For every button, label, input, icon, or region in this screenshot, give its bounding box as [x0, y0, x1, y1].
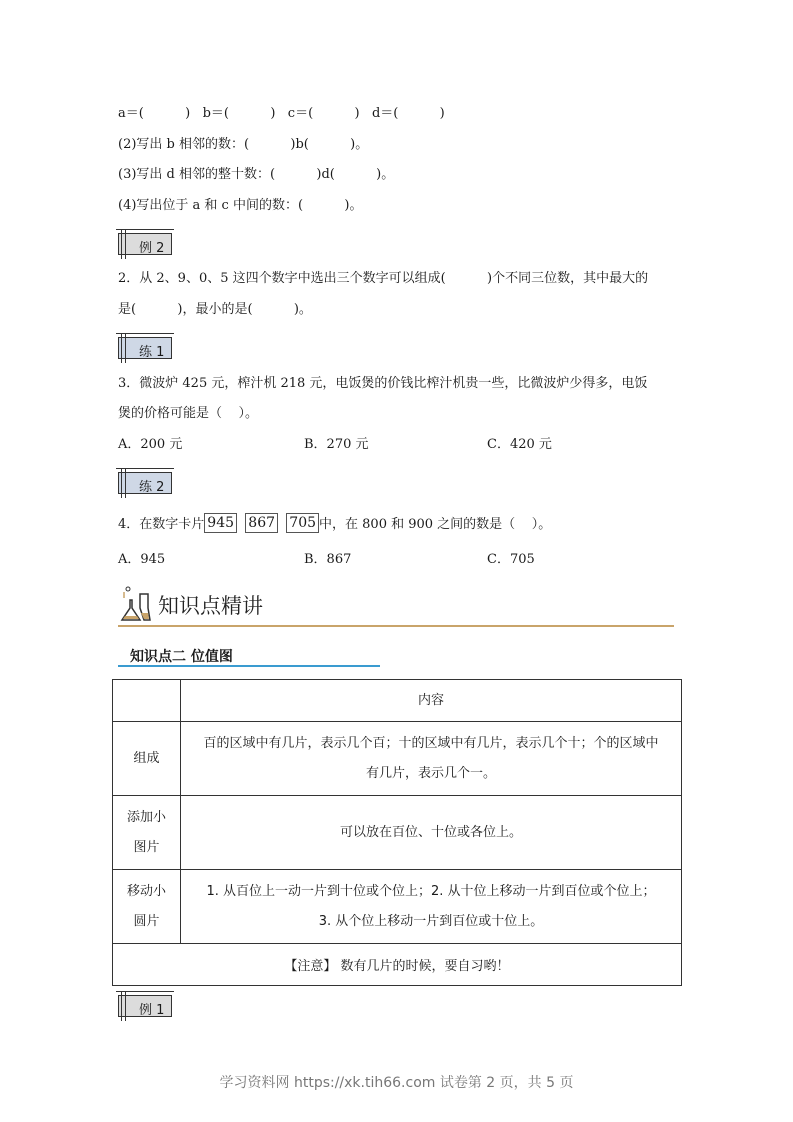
example-2-label: 例 2 [139, 241, 165, 256]
table-row [113, 944, 682, 986]
row-label [113, 870, 181, 944]
table-row [113, 870, 682, 944]
row-content-line: 3. 从个位上移动一片到百位或十位上。 [318, 913, 544, 929]
q4-option-b: B．867 [304, 552, 352, 567]
row-content [181, 722, 682, 796]
q3-option-b: B．270 元 [304, 437, 369, 452]
q1-sub4: (4)写出位于 a 和 c 中间的数：( )。 [118, 198, 363, 213]
q4-option-a: A．945 [118, 552, 166, 567]
q3-line2: 煲的价格可能是（ ）。 [118, 406, 259, 421]
row-content-line: 有几片，表示几个一。 [365, 765, 496, 781]
q2-line2: 是( )，最小的是( )。 [118, 302, 312, 317]
example-1-label: 例 1 [139, 1003, 165, 1018]
row-label-line: 添加小 [126, 809, 166, 825]
number-card: 705 [286, 513, 319, 533]
table-row [113, 722, 682, 796]
practice-1-tag [118, 337, 172, 359]
row-content [181, 870, 682, 944]
q4-line [118, 514, 551, 534]
knowledge-point-underline [118, 665, 380, 667]
row-label: 组成 [113, 722, 181, 796]
row-label-line: 圆片 [133, 913, 160, 929]
q1-sub3: (3)写出 d 相邻的整十数：( )d( )。 [118, 167, 395, 182]
q3-option-c: C．420 元 [487, 437, 552, 452]
table-note: 【注意】 数有几片的时候，要自习哟！ [113, 944, 682, 986]
row-content-line: 1. 从百位上一动一片到十位或个位上；2. 从十位上移动一片到百位或个位上； [206, 883, 656, 899]
section-title: 知识点精讲 [158, 594, 263, 618]
practice-2-label: 练 2 [139, 480, 165, 495]
row-label [113, 796, 181, 870]
q4-suffix: 中，在 800 和 900 之间的数是（ ）。 [319, 517, 552, 532]
number-card: 867 [245, 513, 278, 533]
q4-prefix: 4．在数字卡片 [118, 517, 205, 532]
number-card: 945 [204, 513, 237, 533]
section-heading [118, 584, 674, 628]
flask-icon [118, 586, 152, 626]
table-header: 内容 [181, 680, 682, 722]
q1-values-line: a＝( ) b＝( ) c＝( ) d＝( ) [118, 106, 445, 121]
q4-option-c: C．705 [487, 552, 535, 567]
knowledge-point-title: 知识点二 位值图 [130, 649, 233, 665]
q3-line1: 3．微波炉 425 元，榨汁机 218 元，电饭煲的价钱比榨汁机贵一些，比微波炉少得多，电饭 [118, 376, 648, 391]
practice-2-tag [118, 472, 172, 494]
table-cell [113, 680, 181, 722]
place-value-table [112, 679, 682, 986]
row-label-line: 图片 [133, 839, 160, 855]
q3-option-a: A．200 元 [118, 437, 183, 452]
row-content: 可以放在百位、十位或各位上。 [181, 796, 682, 870]
table-row [113, 796, 682, 870]
practice-1-label: 练 1 [139, 345, 165, 360]
example-2-tag [118, 233, 172, 255]
q1-sub2: (2)写出 b 相邻的数：( )b( )。 [118, 137, 369, 152]
table-row [113, 680, 682, 722]
row-label-line: 移动小 [126, 883, 166, 899]
row-content-line: 百的区域中有几片，表示几个百；十的区域中有几片，表示几个十；个的区域中 [203, 735, 659, 751]
section-divider [118, 625, 674, 627]
example-1-tag [118, 995, 172, 1017]
page-footer: 学习资料网 https://xk.tih66.com 试卷第 2 页，共 5 页 [219, 1075, 574, 1091]
q2-line1: 2．从 2、9、0、5 这四个数字中选出三个数字可以组成( )个不同三位数，其中最大的 [118, 271, 649, 286]
